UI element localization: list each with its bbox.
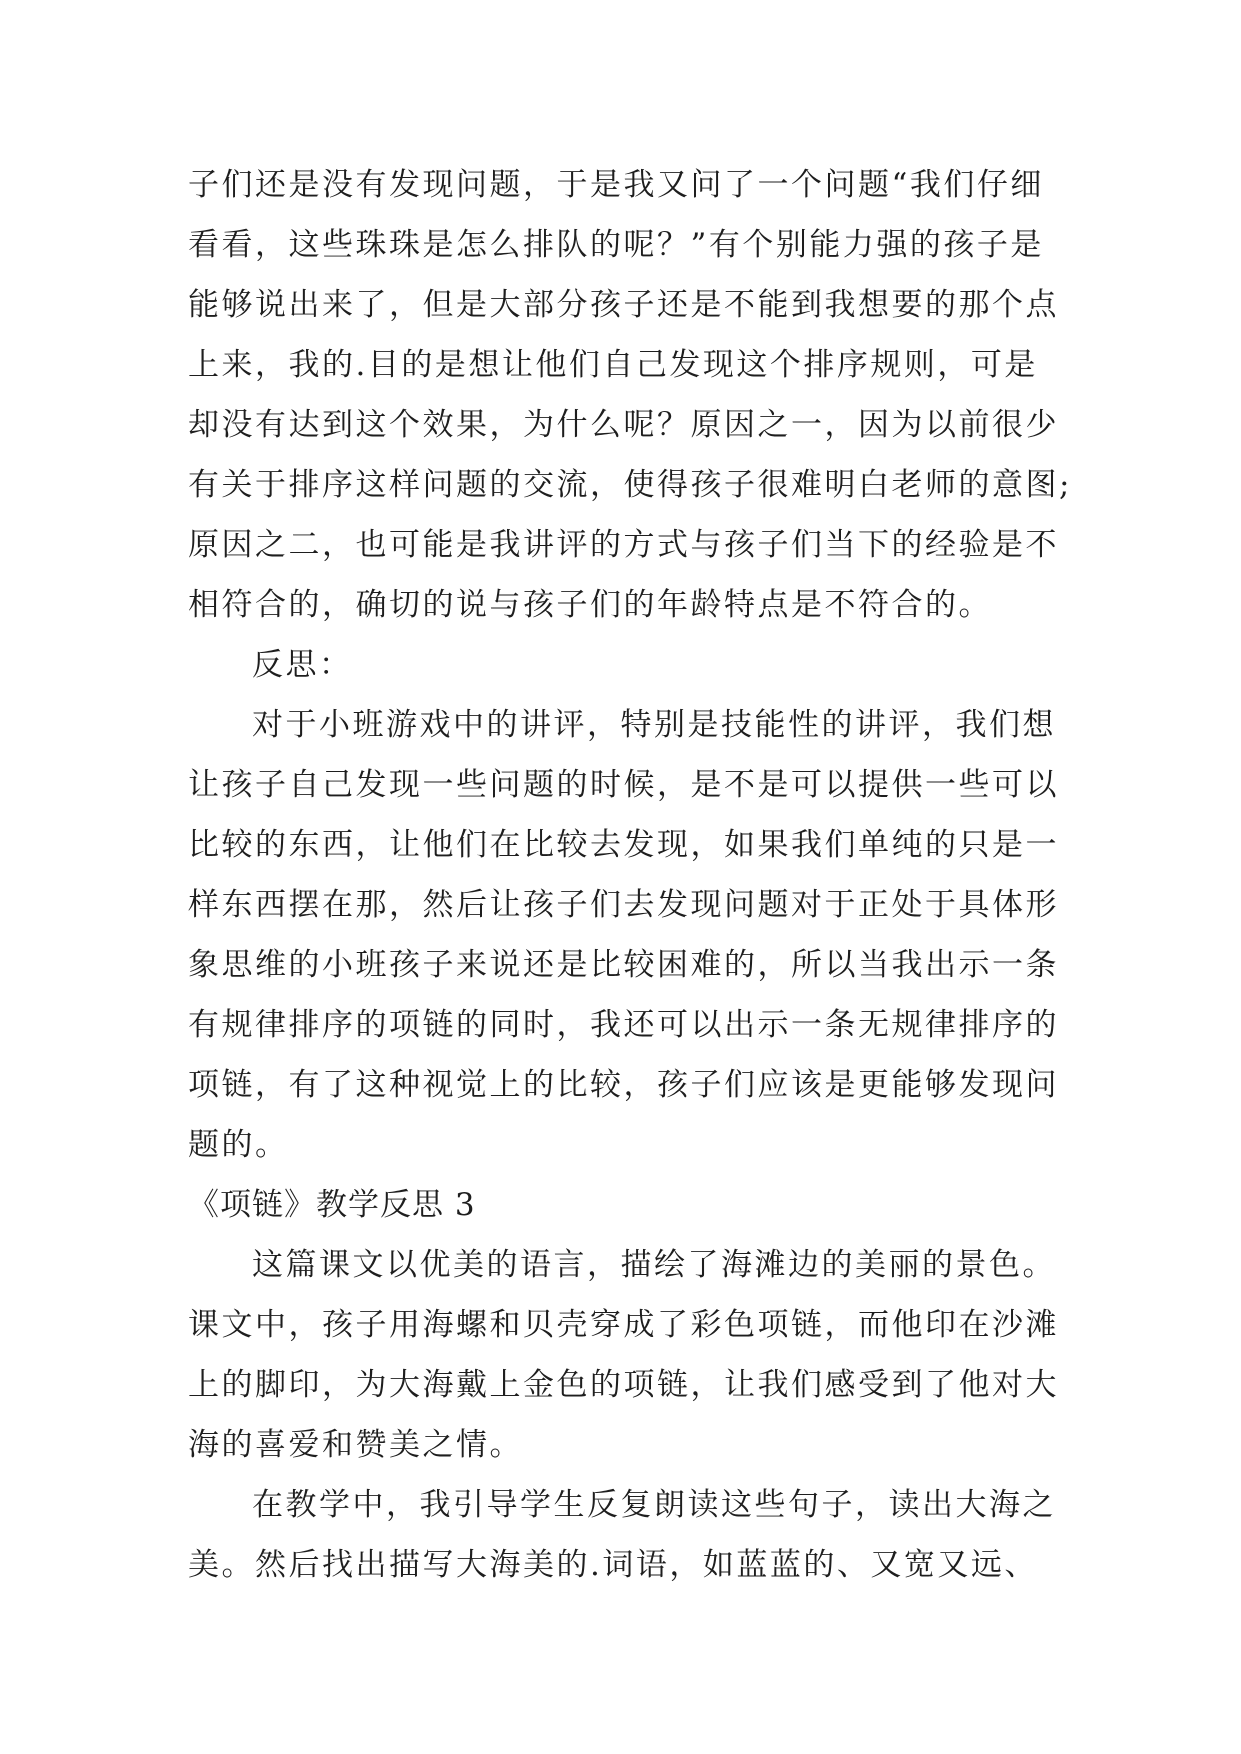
text-line: 样东西摆在那，然后让孩子们去发现问题对于正处于具体形	[188, 887, 1059, 923]
text-line: 让孩子自己发现一些问题的时候，是不是可以提供一些可以	[188, 767, 1059, 803]
text-line: 海的喜爱和赞美之情。	[188, 1427, 523, 1463]
text-line: 上来，我的.目的是想让他们自己发现这个排序规则，可是	[188, 347, 1038, 383]
text-line: 上的脚印，为大海戴上金色的项链，让我们感受到了他对大	[188, 1367, 1059, 1403]
text-line: 象思维的小班孩子来说还是比较困难的，所以当我出示一条	[188, 947, 1059, 983]
text-line: 相符合的，确切的说与孩子们的年龄特点是不符合的。	[188, 587, 992, 623]
text-line: 能够说出来了，但是大部分孩子还是不能到我想要的那个点	[188, 287, 1059, 323]
text-line: 看看，这些珠珠是怎么排队的呢？”有个别能力强的孩子是	[188, 227, 1044, 263]
paragraph-start: 这篇课文以优美的语言，描绘了海滩边的美丽的景色。	[252, 1247, 1056, 1283]
section-heading: 《项链》教学反思 3	[188, 1187, 476, 1223]
document-body	[188, 155, 1072, 1595]
text-line: 美。然后找出描写大海美的.词语，如蓝蓝的、又宽又远、	[188, 1547, 1038, 1583]
text-line: 原因之二，也可能是我讲评的方式与孩子们当下的经验是不	[188, 527, 1059, 563]
paragraph-start: 在教学中，我引导学生反复朗读这些句子，读出大海之	[252, 1487, 1056, 1523]
text-line: 有规律排序的项链的同时，我还可以出示一条无规律排序的	[188, 1007, 1059, 1043]
text-line: 比较的东西，让他们在比较去发现，如果我们单纯的只是一	[188, 827, 1059, 863]
text-line: 题的。	[188, 1127, 289, 1163]
text-line: 子们还是没有发现问题，于是我又问了一个问题“我们仔细	[188, 167, 1044, 203]
text-line: 却没有达到这个效果，为什么呢？原因之一，因为以前很少	[188, 407, 1059, 443]
text-line: 有关于排序这样问题的交流，使得孩子很难明白老师的意图;	[188, 467, 1072, 503]
paragraph-start: 对于小班游戏中的讲评，特别是技能性的讲评，我们想	[252, 707, 1056, 743]
section-label-reflection: 反思：	[252, 647, 353, 683]
text-line: 项链，有了这种视觉上的比较，孩子们应该是更能够发现问	[188, 1067, 1059, 1103]
text-line: 课文中，孩子用海螺和贝壳穿成了彩色项链，而他印在沙滩	[188, 1307, 1059, 1343]
